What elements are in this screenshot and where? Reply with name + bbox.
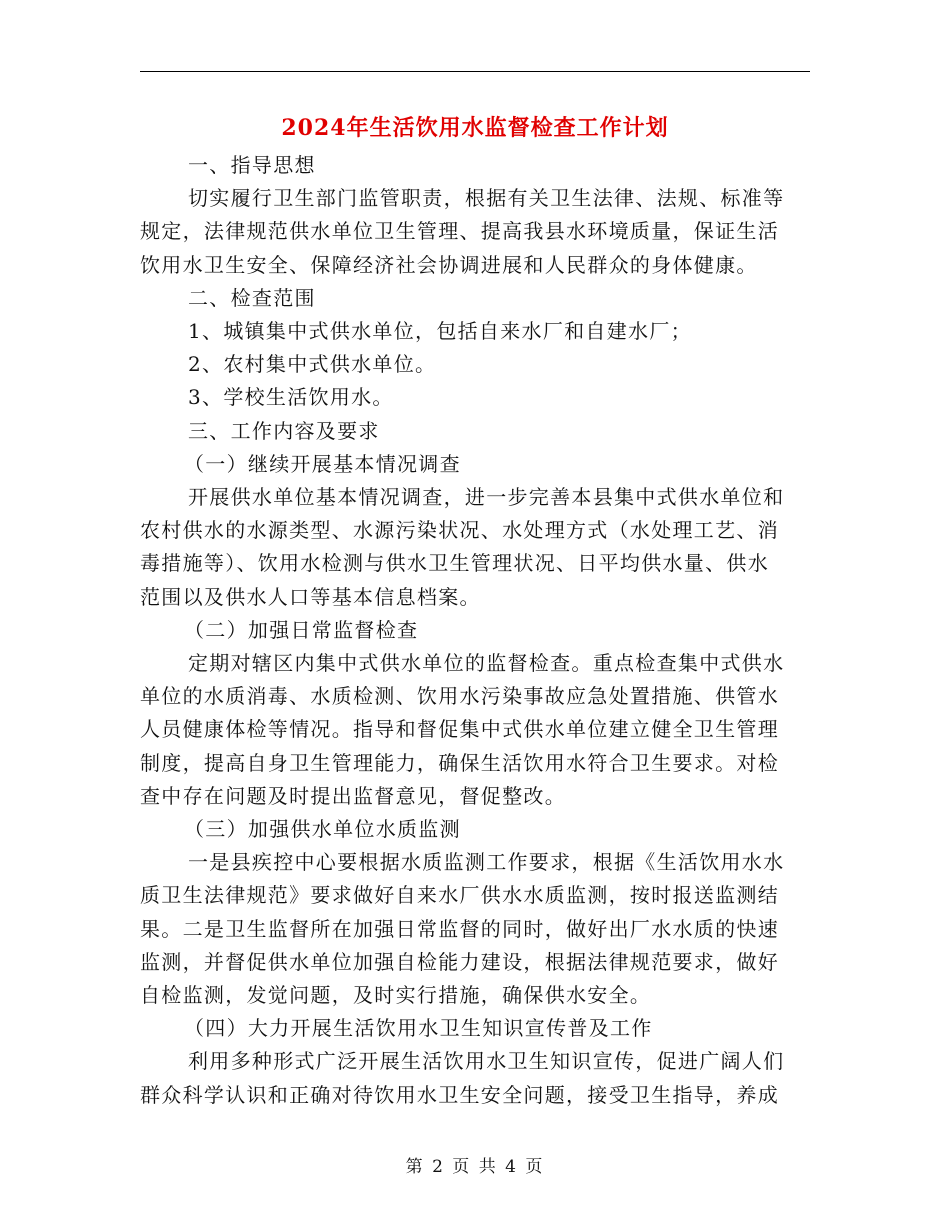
paragraph-line: 毒措施等）、饮用水检测与供水卫生管理状况、日平均供水量、供水 — [140, 551, 769, 576]
subsection-heading-4: （四）大力开展生活饮用水卫生知识宣传普及工作 — [184, 1016, 653, 1041]
list-item: 2、农村集中式供水单位。 — [188, 352, 437, 377]
subsection-heading-2: （二）加强日常监督检查 — [184, 617, 419, 642]
paragraph-line: 监测，并督促供水单位加强自检能力建设，根据法律规范要求，做好 — [140, 949, 779, 974]
page-number-footer: 第 2 页 共 4 页 — [405, 1157, 545, 1177]
document-title: 2024年生活饮用水监督检查工作计划 — [281, 115, 669, 141]
paragraph-line: 利用多种形式广泛开展生活饮用水卫生知识宣传，促进广阔人们 — [188, 1049, 785, 1074]
paragraph-line: 饮用水卫生安全、保障经济社会协调进展和人民群众的身体健康。 — [140, 252, 758, 277]
section-heading-3: 三、工作内容及要求 — [188, 418, 380, 443]
list-item: 3、学校生活饮用水。 — [188, 385, 394, 410]
section-heading-1: 一、指导思想 — [188, 153, 316, 177]
paragraph-line: 群众科学认识和正确对待饮用水卫生安全问题，接受卫生指导，养成 — [140, 1082, 779, 1107]
paragraph-line: 单位的水质消毒、水质检测、饮用水污染事故应急处置措施、供管水 — [140, 684, 779, 709]
paragraph-line: 人员健康体检等情况。指导和督促集中式供水单位建立健全卫生管理 — [140, 717, 779, 742]
subsection-heading-1: （一）继续开展基本情况调查 — [184, 451, 461, 476]
paragraph-line: 查中存在问题及时提出监督意见，督促整改。 — [140, 783, 566, 808]
document-body — [140, 149, 792, 1112]
header-rule — [140, 71, 810, 72]
paragraph-line: 开展供水单位基本情况调查，进一步完善本县集中式供水单位和 — [188, 485, 785, 510]
paragraph-line: 质卫生法律规范》要求做好自来水厂供水水质监测，按时报送监测结 — [140, 883, 779, 908]
paragraph-line: 定期对辖区内集中式供水单位的监督检查。重点检查集中式供水 — [188, 651, 785, 676]
paragraph-line: 切实履行卫生部门监管职责，根据有关卫生法律、法规、标准等 — [188, 186, 785, 211]
paragraph-line: 制度，提高自身卫生管理能力，确保生活饮用水符合卫生要求。对检 — [140, 750, 779, 775]
section-heading-2: 二、检查范围 — [188, 285, 316, 310]
paragraph-line: 自检监测，发觉问题，及时实行措施，确保供水安全。 — [140, 983, 652, 1008]
subsection-heading-3: （三）加强供水单位水质监测 — [184, 817, 461, 842]
paragraph-line: 农村供水的水源类型、水源污染状况、水处理方式（水处理工艺、消 — [140, 518, 779, 543]
paragraph-line: 规定，法律规范供水单位卫生管理、提高我县水环境质量，保证生活 — [140, 219, 779, 244]
paragraph-line: 果。二是卫生监督所在加强日常监督的同时，做好出厂水水质的快速 — [140, 916, 779, 941]
list-item: 1、城镇集中式供水单位，包括自来水厂和自建水厂； — [188, 319, 692, 344]
paragraph-line: 一是县疾控中心要根据水质监测工作要求，根据《生活饮用水水 — [188, 850, 785, 875]
paragraph-line: 范围以及供水人口等基本信息档案。 — [140, 584, 481, 609]
